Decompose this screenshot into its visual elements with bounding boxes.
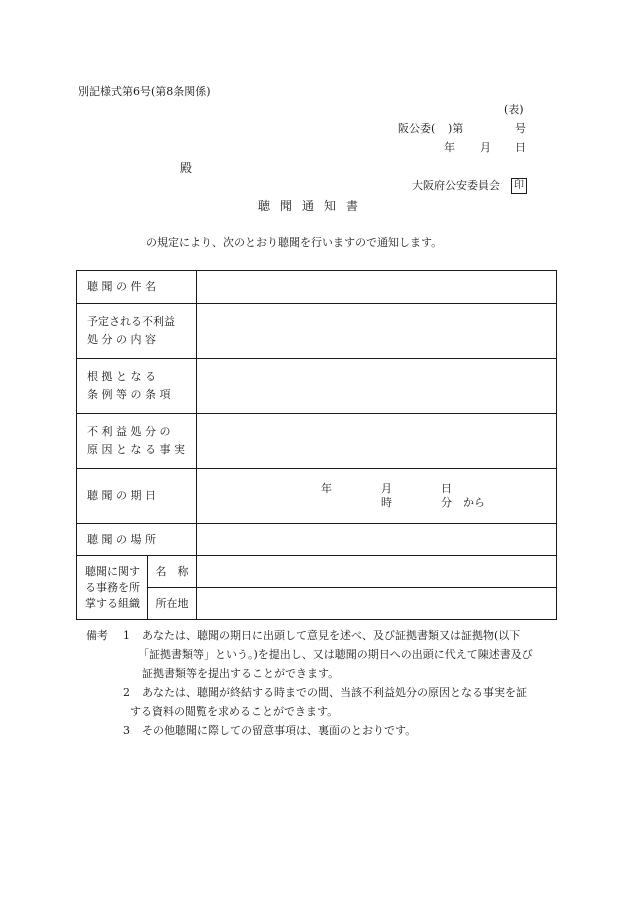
value-basis bbox=[197, 359, 557, 414]
label-organization-line3: 掌する組織 bbox=[85, 596, 140, 610]
note-1-line-1 bbox=[86, 626, 556, 645]
label-cause-line2: 原 因 と な る 事 実 bbox=[87, 443, 185, 456]
row-cause bbox=[77, 414, 557, 469]
value-hearing-place bbox=[197, 524, 557, 556]
note-2-text-1: あなたは、聴聞が終結する時までの間、当該不利益処分の原因となる事実を証 bbox=[142, 686, 527, 699]
label-cause-line1: 不 利 益 処 分 の bbox=[87, 425, 171, 438]
label-cause bbox=[77, 414, 197, 469]
issue-date-year: 年 bbox=[444, 141, 455, 154]
row-basis bbox=[77, 359, 557, 414]
note-3-number: 3 bbox=[123, 724, 130, 737]
issue-date-day: 日 bbox=[515, 141, 526, 154]
value-hearing-matter bbox=[197, 271, 557, 304]
side-indicator: (表) bbox=[504, 103, 524, 116]
hearing-date-day: 日 bbox=[441, 482, 452, 495]
notes-section bbox=[86, 626, 556, 740]
label-org-name: 名 称 bbox=[148, 556, 197, 588]
note-1-text-2: 「証拠書類等」という。)を提出し、又は聴聞の期日への出頭に代えて陳述書及び bbox=[138, 648, 533, 661]
hearing-time-from: から bbox=[463, 496, 485, 509]
label-disposition bbox=[77, 304, 197, 359]
row-hearing-matter bbox=[77, 271, 557, 304]
document-title: 聴聞通知書 bbox=[258, 199, 369, 213]
ref-paren-close: )第 bbox=[448, 122, 464, 135]
label-basis bbox=[77, 359, 197, 414]
note-1-number: 1 bbox=[123, 629, 130, 642]
label-organization bbox=[77, 556, 148, 620]
row-hearing-date bbox=[77, 469, 557, 524]
ref-prefix: 阪公委( bbox=[398, 122, 436, 135]
notes-label: 備考 bbox=[86, 629, 108, 642]
issue-date-month: 月 bbox=[480, 141, 491, 154]
label-organization-line1: 聴聞に関す bbox=[85, 564, 140, 578]
value-org-address bbox=[197, 588, 557, 620]
addressee-honorific: 殿 bbox=[180, 161, 193, 175]
note-1-line-2 bbox=[86, 645, 556, 664]
seal-mark: 印 bbox=[511, 178, 527, 194]
label-basis-line1: 根 拠 と な る bbox=[87, 370, 156, 383]
ref-suffix: 号 bbox=[515, 122, 526, 135]
note-3-text-1: その他聴聞に際しての留意事項は、裏面のとおりです。 bbox=[142, 724, 417, 737]
label-hearing-date: 聴 聞 の 期 日 bbox=[77, 469, 197, 524]
label-hearing-place: 聴 聞 の 場 所 bbox=[77, 524, 197, 556]
note-2-text-2: する資料の閲覧を求めることができます。 bbox=[130, 705, 339, 718]
row-org-name bbox=[77, 556, 557, 588]
label-disposition-line1: 予定される不利益 bbox=[87, 315, 175, 328]
note-1-line-3 bbox=[86, 664, 556, 683]
hearing-time-minute: 分 bbox=[441, 496, 452, 509]
value-org-name bbox=[197, 556, 557, 588]
issuer-name: 大阪府公安委員会 bbox=[412, 179, 500, 192]
form-number: 別記様式第6号(第8条関係) bbox=[78, 85, 211, 98]
value-disposition bbox=[197, 304, 557, 359]
row-hearing-place bbox=[77, 524, 557, 556]
label-basis-line2: 条 例 等 の 条 項 bbox=[87, 388, 171, 401]
intro-text: の規定により、次のとおり聴聞を行いますので通知します。 bbox=[146, 236, 443, 249]
label-organization-line2: る事務を所 bbox=[85, 580, 140, 594]
note-3-line-1 bbox=[86, 721, 556, 740]
value-cause bbox=[197, 414, 557, 469]
note-2-line-2 bbox=[86, 702, 556, 721]
note-2-line-1 bbox=[86, 683, 556, 702]
note-2-number: 2 bbox=[123, 686, 130, 699]
label-disposition-line2: 処 分 の 内 容 bbox=[87, 333, 156, 346]
label-org-address: 所在地 bbox=[148, 588, 197, 620]
row-org-address bbox=[77, 588, 557, 620]
value-hearing-date bbox=[197, 469, 557, 524]
hearing-date-year: 年 bbox=[321, 482, 332, 495]
row-disposition bbox=[77, 304, 557, 359]
hearing-time-hour: 時 bbox=[381, 496, 392, 509]
hearing-details-table bbox=[76, 270, 557, 620]
note-1-text-3: 証拠書類等を提出することができます。 bbox=[142, 667, 340, 680]
label-hearing-matter: 聴 聞 の 件 名 bbox=[77, 271, 197, 304]
note-1-text-1: あなたは、聴聞の期日に出頭して意見を述べ、及び証拠書類又は証拠物(以下 bbox=[142, 629, 521, 642]
hearing-date-month: 月 bbox=[381, 482, 392, 495]
